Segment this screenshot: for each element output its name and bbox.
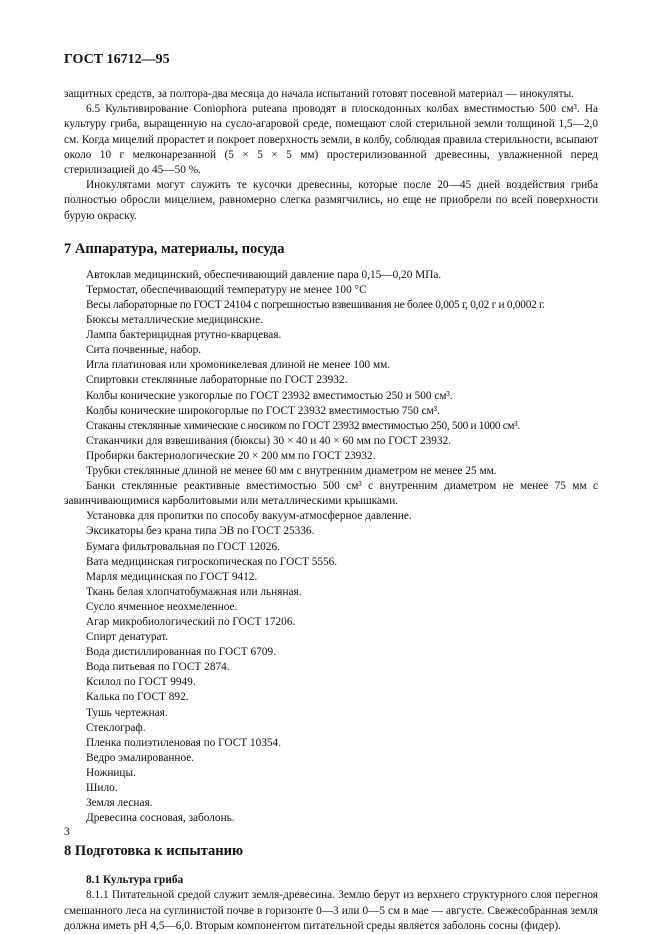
equipment-item: Тушь чертежная. <box>86 706 168 719</box>
equipment-item: Игла платиновая или хромоникелевая длиной не менее 100 мм. <box>86 359 391 372</box>
subsection-8-1-title: 8.1 Культура гриба <box>86 874 184 887</box>
equipment-item: Автоклав медицинский, обеспечивающий давление пара 0,15—0,20 МПа. <box>86 268 442 281</box>
section-8-title: 8 Подготовка к испытанию <box>64 843 244 860</box>
intro-paragraph-6-5: 6.5 Культивирование Coniophora puteana проводят в плоскодонных колбах вместимостью 500 см³. На культуру гриба, выращенную на сусло-агаровой среде, помещают слой стерильной земли толщиной 1,5—2,0 см. Когда мицелий прорастет и покроет поверхность земли, в колбу, соблюдая правила стерильности, всыпают около 10 г мелконарезанной (5 × 5 × 5 мм) простерилизованной древесины, увлажненной перед стерилизацией до 45—50 %. <box>64 103 598 177</box>
page-number: 3 <box>64 826 70 838</box>
equipment-item: Сита почвенные, набор. <box>86 344 202 357</box>
equipment-item: Марля медицинская по ГОСТ 9412. <box>86 570 258 583</box>
equipment-item: Спирт денатурат. <box>86 631 169 644</box>
equipment-item: Термостат, обеспечивающий температуру не менее 100 °С <box>86 283 367 296</box>
document-page <box>64 52 598 934</box>
equipment-item: Установка для пропитки по способу вакуум-атмосферное давление. <box>86 510 412 523</box>
equipment-item: Вода питьевая по ГОСТ 2874. <box>86 661 230 674</box>
equipment-list <box>64 268 598 826</box>
section-7-title: 7 Аппаратура, материалы, посуда <box>64 240 285 257</box>
intro-paragraph-continuation: защитных средств, за полтора-два месяца до начала испытаний готовят посевной материал — инокуляты. <box>64 88 574 100</box>
equipment-item: Вата медицинская гигроскопическая по ГОСТ 5556. <box>86 555 338 568</box>
equipment-item: Спиртовки стеклянные лабораторные по ГОСТ 23932. <box>86 374 348 387</box>
equipment-item: Весы лабораторные по ГОСТ 24104 с погрешностью взвешивания не более 0,005 г, 0,02 г и 0,0002 г. <box>86 299 545 312</box>
intro-paragraph-inoculates: Инокулятами могут служить те кусочки древесины, которые после 20—45 дней воздействия гриба полностью обросли мицелием, равномерно слегка размягчились, но еще не приобрели по всей поверхности бурую окраску. <box>64 179 598 222</box>
document-header: ГОСТ 16712—95 <box>64 52 170 67</box>
equipment-item: Пленка полиэтиленовая по ГОСТ 10354. <box>86 736 282 749</box>
equipment-item: Калька по ГОСТ 892. <box>86 691 189 704</box>
equipment-item: Ткань белая хлопчатобумажная или льняная. <box>86 585 302 598</box>
equipment-item: Колбы конические узкогорлые по ГОСТ 23932 вместимостью 250 и 500 см³. <box>86 389 453 402</box>
equipment-item: Стаканы стеклянные химические с носиком по ГОСТ 23932 вместимостью 250, 500 и 1000 см³. <box>86 419 520 432</box>
equipment-item: Вода дистиллированная по ГОСТ 6709. <box>86 646 276 659</box>
equipment-item: Древесина сосновая, заболонь. <box>86 812 235 825</box>
equipment-item: Агар микробиологический по ГОСТ 17206. <box>86 615 296 628</box>
paragraph-8-1-1: 8.1.1 Питательной средой служит земля-древесина. Землю берут из верхнего структурного слоя перегноя смешанного леса на суглинистой почве в горизонте 0—3 или 0—5 см в мае — августе. Свежесобранная земля должна иметь рН 4,5—6,0. Вторым компонентом питательной среды является заболонь сосны (фидер). <box>64 889 598 932</box>
equipment-item: Пробирки бактериологические 20 × 200 мм по ГОСТ 23932. <box>86 449 376 462</box>
equipment-item: Сусло ячменное неохмеленное. <box>86 600 238 613</box>
equipment-item: Бюксы металлические медицинские. <box>86 314 263 327</box>
equipment-item: Банки стеклянные реактивные вместимостью 500 см³ с внутренним диаметром не менее 75 мм с завинчивающимися карболитовыми или металлическими крышками. <box>64 480 598 508</box>
equipment-item: Шило. <box>86 782 118 795</box>
equipment-item: Эксикаторы без крана типа ЭВ по ГОСТ 25336. <box>86 525 315 538</box>
equipment-item: Колбы конические широкогорлые по ГОСТ 23932 вместимостью 750 см³. <box>86 404 441 417</box>
equipment-item: Стеклограф. <box>86 721 146 734</box>
equipment-item: Трубки стеклянные длиной не менее 60 мм с внутренним диаметром не менее 25 мм. <box>86 465 497 478</box>
equipment-item: Стаканчики для взвешивания (бюксы) 30 × 40 и 40 × 60 мм по ГОСТ 23932. <box>86 434 452 447</box>
equipment-item: Лампа бактерицидная ртутно-кварцевая. <box>86 329 282 342</box>
equipment-item: Бумага фильтровальная по ГОСТ 12026. <box>86 540 280 553</box>
equipment-item: Ножницы. <box>86 766 136 779</box>
equipment-item: Ведро эмалированное. <box>86 751 195 764</box>
equipment-item: Ксилол по ГОСТ 9949. <box>86 676 196 689</box>
equipment-item: Земля лесная. <box>86 797 153 810</box>
